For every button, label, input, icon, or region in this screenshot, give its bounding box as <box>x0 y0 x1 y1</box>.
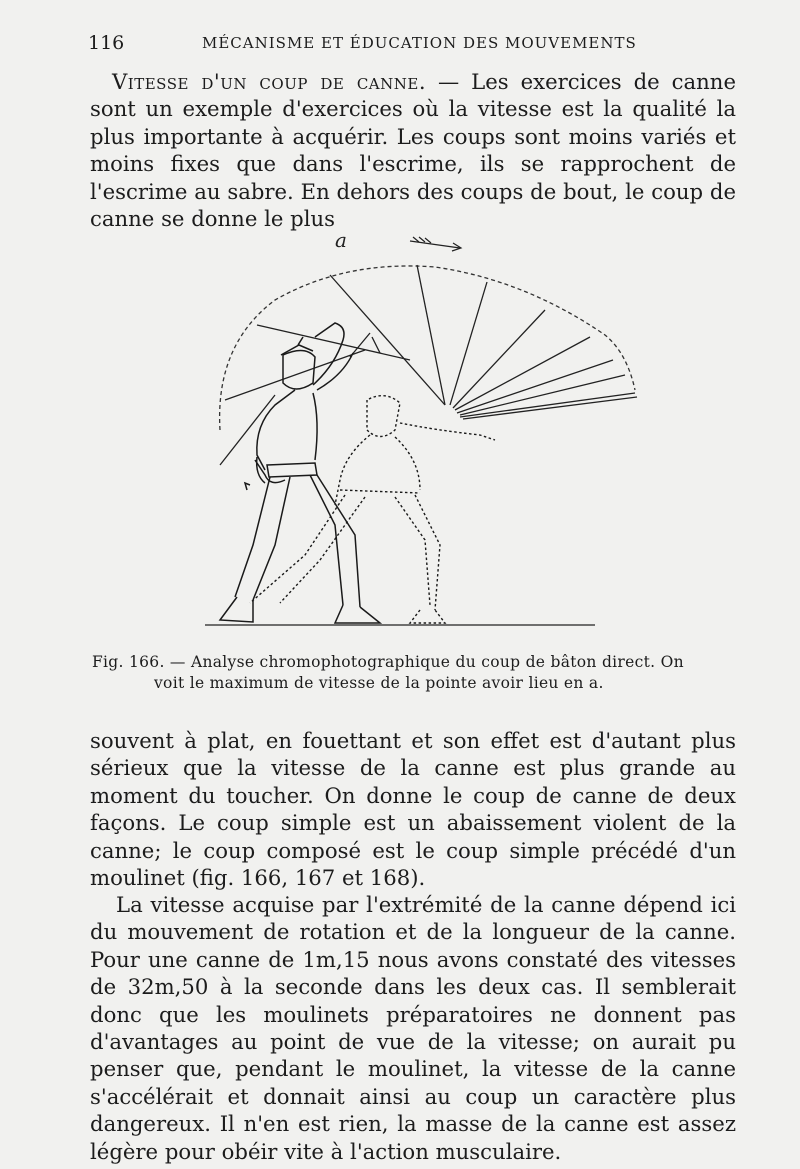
continued-paragraph <box>90 727 736 891</box>
figure-striker-dotted <box>250 396 495 623</box>
page-number: 116 <box>88 32 125 54</box>
intro-paragraph <box>90 68 736 232</box>
direction-arrow <box>410 237 461 251</box>
fencing-illustration <box>195 225 645 635</box>
running-title: MÉCANISME ET ÉDUCATION DES MOUVEMENTS <box>202 34 637 52</box>
figure-striker-solid <box>220 323 380 623</box>
section-title: Vitesse d'un coup de canne. <box>112 69 427 94</box>
figure-caption <box>92 652 734 694</box>
next-text: La vitesse acquise par l'extrémité de la canne dépend ici du mouvement de rotation et de la longueur de la canne. Pour une canne de 1m,15 nous avons constaté des vitesses de 32m,50 à la seconde dans les deux cas. Il semblerait donc que les moulinets préparatoires ne donnent pas d'avantages au point de vue de la vitesse; on aurait pu penser que, pendant le moulinet, la vitesse de la canne s'accélérait et donnait ainsi au coup un caractère plus dangereux. Il n'en est rien, la masse de la canne est assez légère pour obéir vite à l'action musculaire. <box>90 892 736 1164</box>
caption-line-1: Fig. 166. — Analyse chromophotographique du coup de bâton direct. On <box>92 653 684 671</box>
continued-text: souvent à plat, en fouettant et son effet est d'autant plus sérieux que la vitesse de la canne est plus grande au moment du toucher. On donne le coup de canne de deux façons. Le coup simple est un abaissement violent de la canne; le coup composé est le coup simple précédé d'un moulinet (fig. 166, 167 et 168). <box>90 728 736 891</box>
caption-line-2: voit le maximum de vitesse de la pointe avoir lieu en a. <box>154 674 604 692</box>
running-header <box>88 28 728 56</box>
intro-text: — Les exercices de canne sont un exemple d'exercices où la vitesse est la qualité la plus importante à acquérir. Les coups sont moins variés et moins fixes que dans l'escrime, ils se rapprochent de l'escrime au sabre. En dehors des coups de bout, le coup de canne se donne le plus <box>90 69 736 232</box>
next-paragraph <box>90 891 736 1165</box>
figure-166 <box>195 225 645 635</box>
point-label-a: a <box>335 228 347 252</box>
